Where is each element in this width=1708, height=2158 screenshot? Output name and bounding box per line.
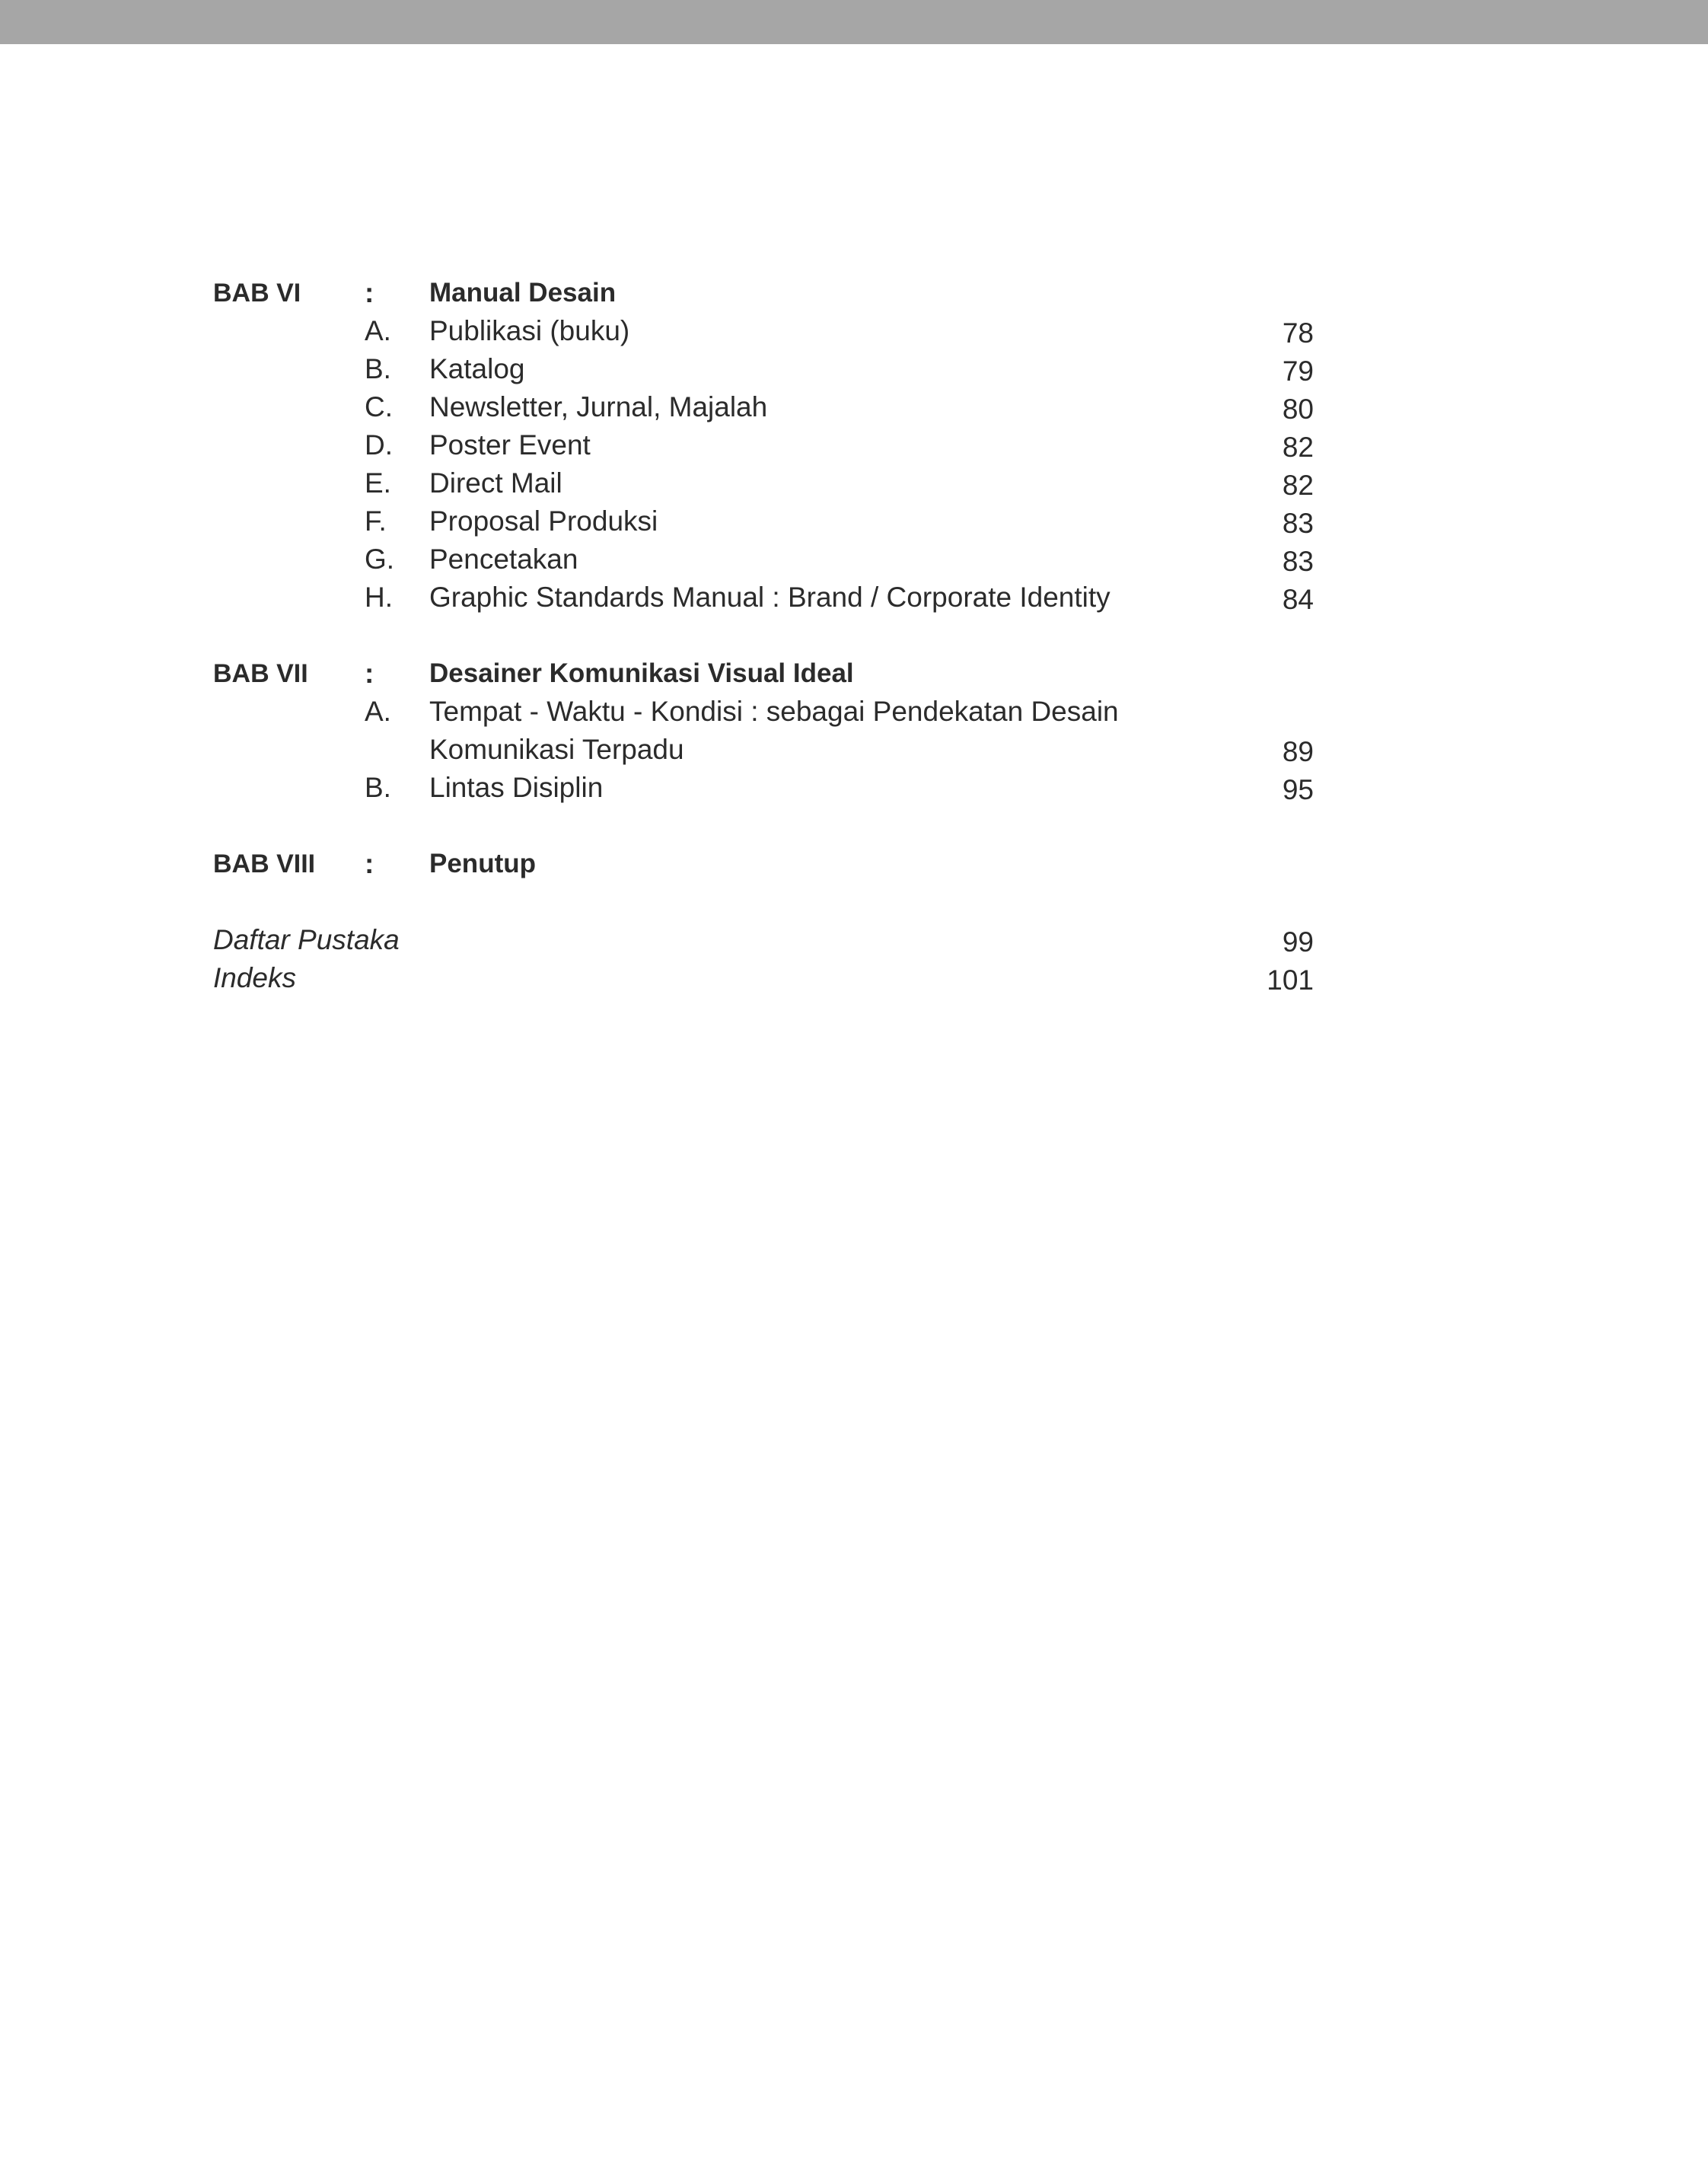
chapter-colon: : [365, 658, 374, 689]
entry-title: Lintas Disiplin [429, 772, 604, 803]
chapter-heading-bab-vi [213, 274, 1340, 312]
chapter-title: Manual Desain [429, 278, 617, 308]
entry-page-number: 83 [1282, 508, 1314, 539]
entry-title: Pencetakan [429, 543, 578, 575]
entry-title: Graphic Standards Manual : Brand / Corporate Identity [429, 582, 1111, 613]
toc-entry [213, 502, 1340, 540]
chapter-colon: : [365, 848, 374, 879]
back-matter-entry [213, 921, 1340, 959]
toc-entry [213, 426, 1340, 464]
back-matter-title: Daftar Pustaka [213, 924, 400, 955]
section-spacer [213, 617, 1340, 655]
back-matter-entry [213, 959, 1340, 997]
toc-entry [213, 312, 1340, 350]
entry-letter: B. [365, 772, 391, 803]
chapter-title: Desainer Komunikasi Visual Ideal [429, 658, 854, 688]
table-of-contents [213, 274, 1340, 997]
entry-title: Katalog [429, 353, 525, 384]
entry-page-number: 101 [1267, 964, 1314, 996]
toc-entry [213, 769, 1340, 807]
entry-page-number: 82 [1282, 470, 1314, 501]
entry-letter: G. [365, 543, 395, 575]
entry-title: Tempat - Waktu - Kondisi : sebagai Pendekatan Desain [429, 696, 1119, 727]
entry-page-number: 89 [1282, 736, 1314, 767]
entry-title: Publikasi (buku) [429, 315, 630, 346]
chapter-heading-bab-viii [213, 845, 1340, 883]
toc-entry [213, 388, 1340, 426]
entry-title: Direct Mail [429, 467, 562, 499]
toc-entry [213, 464, 1340, 502]
back-matter-title: Indeks [213, 962, 297, 993]
toc-entry [213, 540, 1340, 579]
entry-letter: B. [365, 353, 391, 384]
top-header-bar [0, 0, 1708, 44]
entry-page-number: 95 [1282, 774, 1314, 805]
entry-page-number: 78 [1282, 317, 1314, 349]
entry-letter: A. [365, 696, 391, 727]
entry-letter: D. [365, 429, 393, 461]
entry-letter: C. [365, 391, 393, 422]
chapter-colon: : [365, 277, 374, 308]
chapter-heading-bab-vii [213, 655, 1340, 693]
entry-title: Newsletter, Jurnal, Majalah [429, 391, 768, 422]
chapter-label: BAB VII [213, 659, 308, 688]
entry-title: Poster Event [429, 429, 591, 461]
entry-page-number: 84 [1282, 584, 1314, 615]
toc-entry-continuation [213, 731, 1340, 769]
entry-page-number: 79 [1282, 355, 1314, 387]
section-spacer [213, 807, 1340, 845]
section-spacer [213, 883, 1340, 921]
entry-letter: A. [365, 315, 391, 346]
chapter-label: BAB VI [213, 279, 301, 308]
chapter-label: BAB VIII [213, 849, 316, 878]
entry-page-number: 82 [1282, 432, 1314, 463]
entry-page-number: 80 [1282, 394, 1314, 425]
toc-entry [213, 579, 1340, 617]
entry-title-continuation: Komunikasi Terpadu [429, 734, 684, 765]
entry-letter: F. [365, 505, 387, 537]
entry-letter: H. [365, 582, 393, 613]
toc-entry [213, 350, 1340, 388]
chapter-title: Penutup [429, 849, 536, 878]
entry-page-number: 99 [1282, 926, 1314, 958]
entry-letter: E. [365, 467, 391, 499]
entry-title: Proposal Produksi [429, 505, 658, 537]
entry-page-number: 83 [1282, 546, 1314, 577]
toc-entry [213, 693, 1340, 731]
